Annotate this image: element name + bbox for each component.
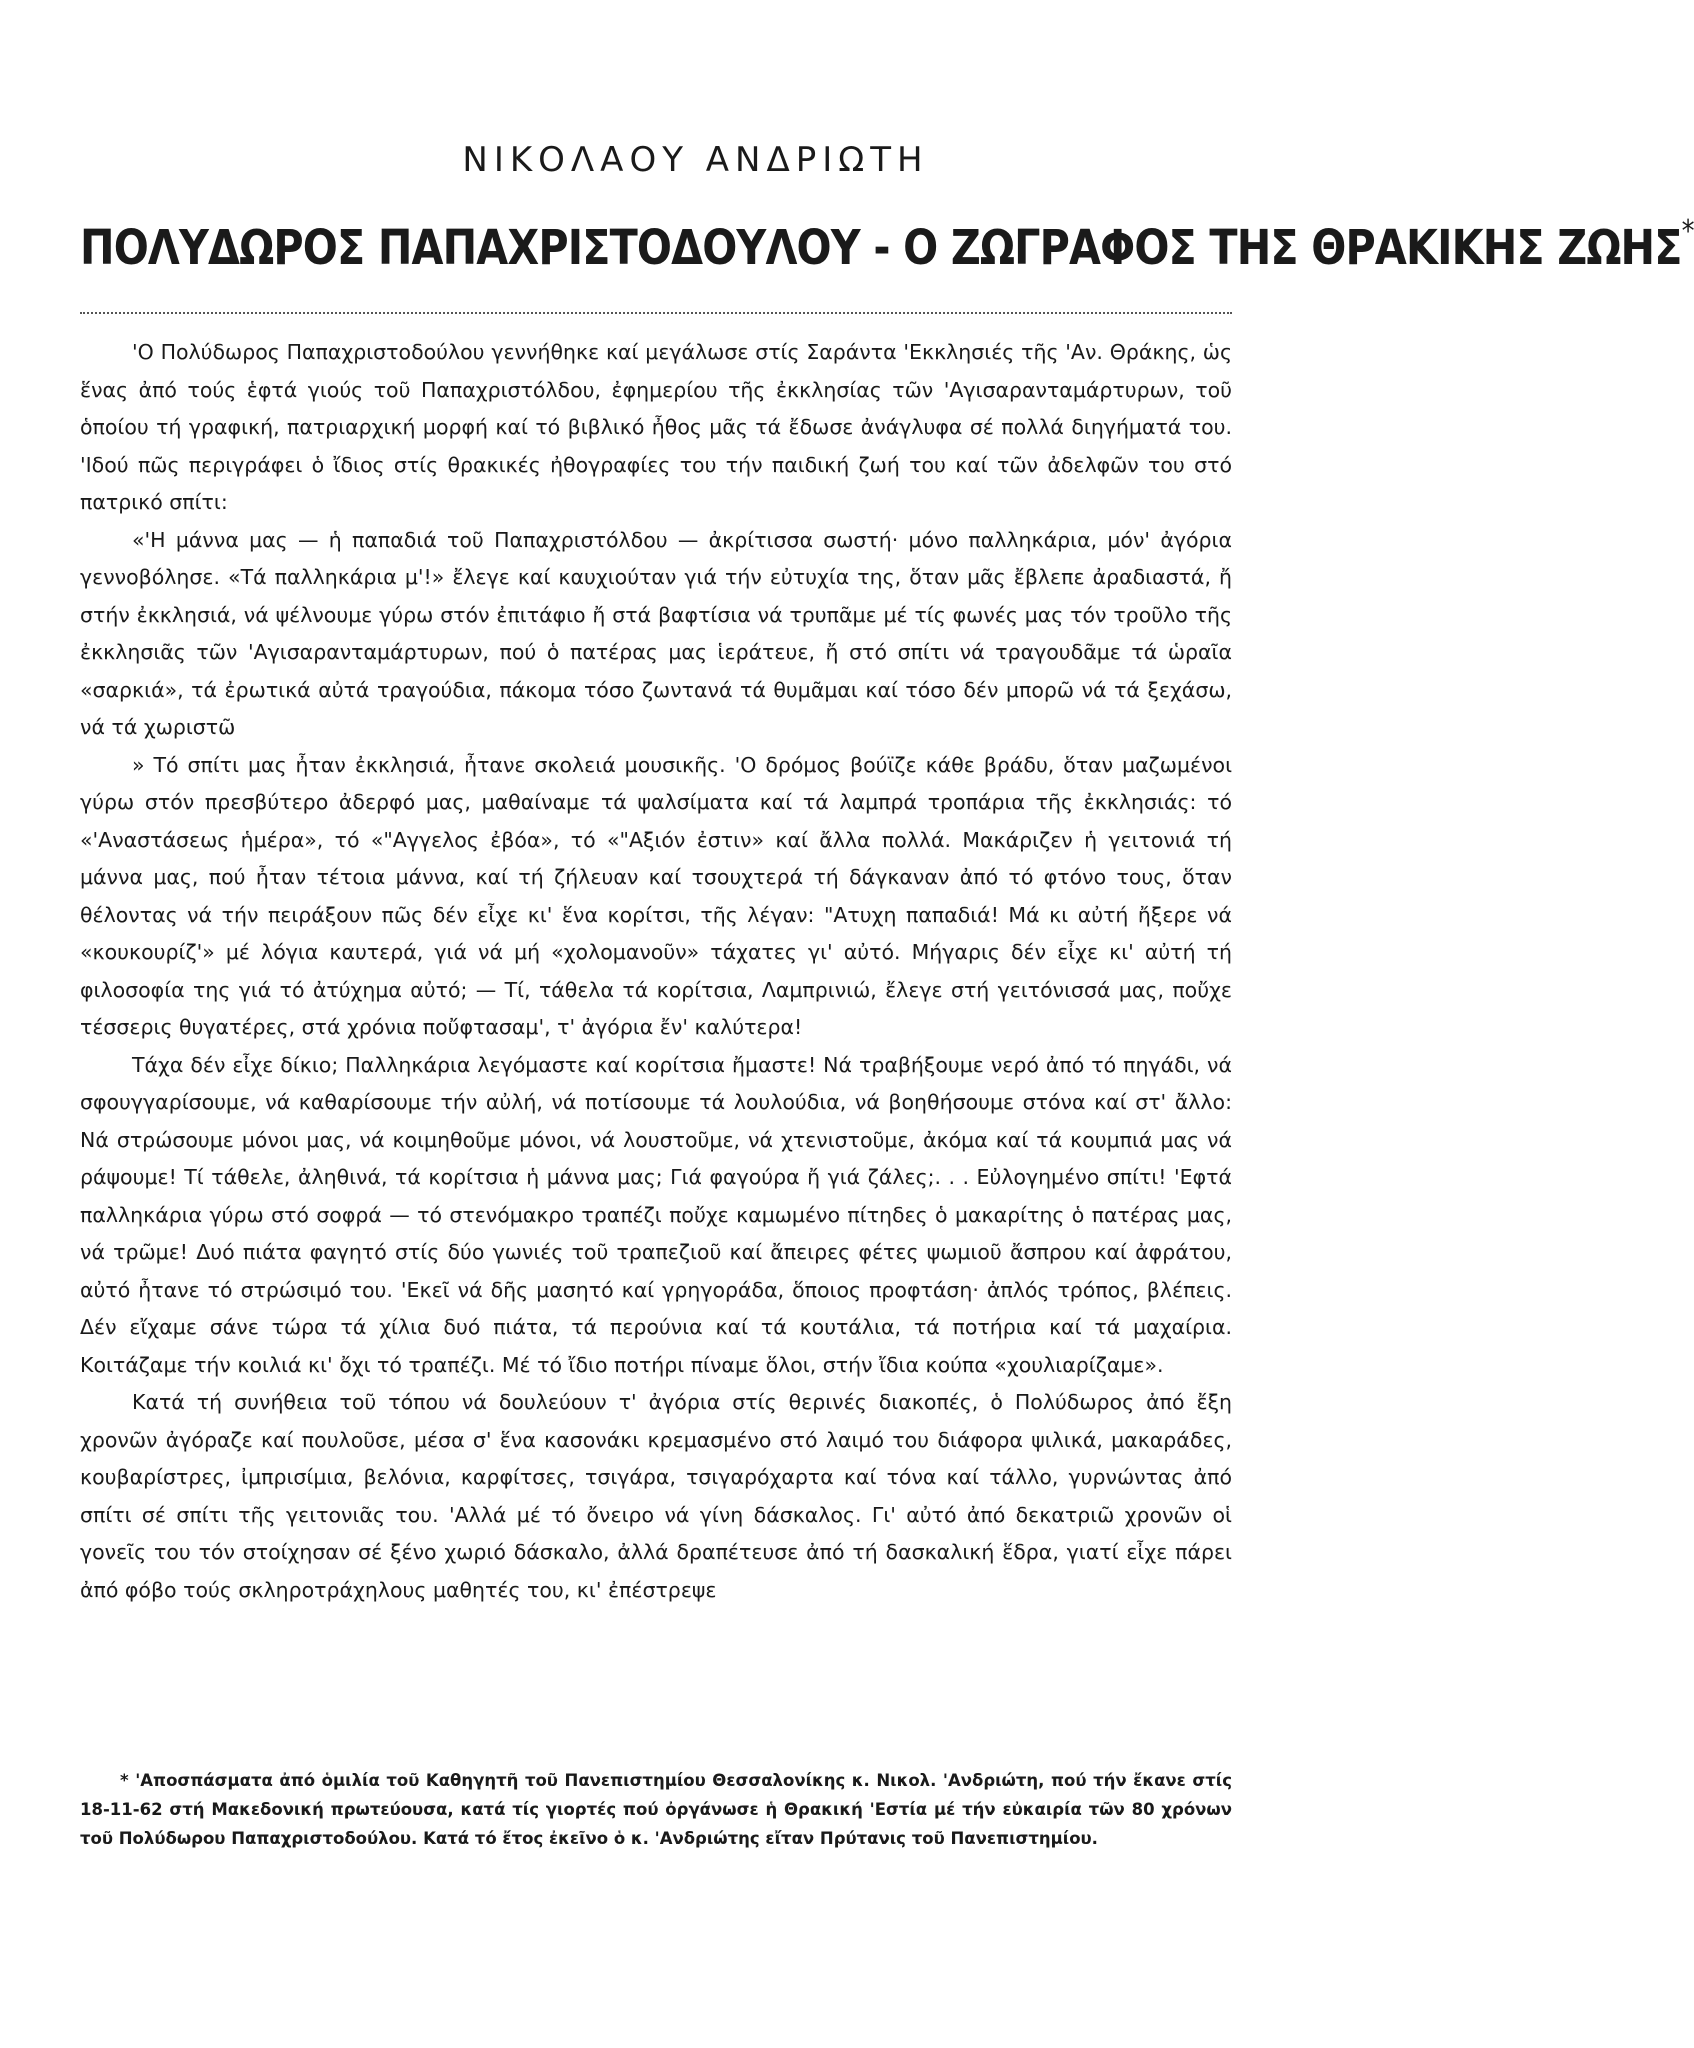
author-heading: ΝΙΚΟΛΑΟΥ ΑΝΔΡΙΩΤΗ [462, 140, 929, 180]
body-paragraph: 'Ο Πολύδωρος Παπαχριστοδούλου γεννήθηκε καί μεγάλωσε στίς Σαράντα 'Εκκλησιές τῆς 'Αν. Θράκης, ὡς ἕνας ἀπό τούς ἑφτά γιούς τοῦ Παπαχριστόλδου, ἐφημερίου τῆς ἐκκλησίας τῶν 'Αγισαρανταμάρτυρων, τοῦ ὁποίου τή γραφική, πατριαρχική μορφή καί τό βιβλικό ἦθος μᾶς τά ἔδωσε ἀνάγλυφα σέ πολλά διηγήματά του. 'Ιδού πῶς περιγράφει ὁ ἴδιος στίς θρακικές ἠθογραφίες του τήν παιδική ζωή του καί τῶν ἀδελφῶν του στό πατρικό σπίτι: [80, 340, 1232, 514]
article-title-text: ΠΟΛΥΔΩΡΟΣ ΠΑΠΑΧΡΙΣΤΟΔΟΥΛΟΥ - Ο ΖΩΓΡΑΦΟΣ ΤΗΣ ΘΡΑΚΙΚΗΣ ΖΩΗΣ [80, 220, 1682, 276]
body-paragraph: » Τό σπίτι μας ἦταν ἐκκλησιά, ἦτανε σκολειά μουσικῆς. 'Ο δρόμος βούϊζε κάθε βράδυ, ὅταν μαζωμένοι γύρω στόν πρεσβύτερο ἀδερφό μας, μαθαίναμε τά ψαλσίματα καί τά λαμπρά τροπάρια τῆς ἐκκλησιάς: τό «'Αναστάσεως ἡμέρα», τό «"Αγγελος ἐβόα», τό «"Αξιόν ἐστιν» καί ἄλλα πολλά. Μακάριζεν ἡ γειτονιά τή μάννα μας, πού ἦταν τέτοια μάννα, καί τή ζήλευαν καί τσουχτερά τή δάγκαναν ἀπό τό φτόνο τους, ὅταν θέλοντας νά τήν πειράξουν πῶς δέν εἶχε κι' ἕνα κορίτσι, τῆς λέγαν: "Ατυχη παπαδιά! Μά κι αὐτή ἤξερε νά «κουκουρίζ'» μέ λόγια καυτερά, γιά νά μή «χολομανοῦν» τάχατες γι' αὐτό. Μήγαρις δέν εἶχε κι' αὐτή τή φιλοσοφία της γιά τό ἀτύχημα αὐτό; — Τί, τάθελα τά κορίτσια, Λαμπρινιώ, ἔλεγε στή γειτόνισσά μας, ποὔχε τέσσερις θυγατέρες, στά χρόνια ποὔφτασαμ', τ' ἀγόρια ἔν' καλύτερα! [80, 752, 1232, 1039]
article-title [80, 214, 1694, 276]
body-paragraph: «'Η μάννα μας — ἡ παπαδιά τοῦ Παπαχριστόλδου — ἀκρίτισσα σωστή· μόνο παλληκάρια, μόν' ἀγόρια γεννοβόλησε. «Τά παλληκάρια μ'!» ἔλεγε καί καυχιούταν γιά τήν εὐτυχία της, ὅταν μᾶς ἔβλεπε ἀραδιαστά, ἤ στήν ἐκκλησιά, νά ψέλνουμε γύρω στόν ἐπιτάφιο ἤ στά βαφτίσια νά τρυπᾶμε μέ τίς φωνές μας τόν τροῦλο τῆς ἐκκλησιᾶς τῶν 'Αγισαρανταμάρτυρων, πού ὁ πατέρας μας ἱεράτευε, ἤ στό σπίτι νά τραγουδᾶμε τά ὡραῖα «σαρκιά», τά ἐρωτικά αὐτά τραγούδια, πάκομα τόσο ζωντανά τά θυμᾶμαι καί τόσο δέν μπορῶ νά τά ξεχάσω, νά τά χωριστῶ [80, 527, 1232, 739]
footnote [80, 1766, 1232, 1853]
title-divider [80, 312, 1232, 314]
article-body [80, 334, 1232, 1609]
footnote-marker: * [1681, 214, 1694, 249]
body-paragraph: Κατά τή συνήθεια τοῦ τόπου νά δουλεύουν τ' ἀγόρια στίς θερινές διακοπές, ὁ Πολύδωρος ἀπό ἔξη χρονῶν ἀγόραζε καί πουλοῦσε, μέσα σ' ἕνα κασονάκι κρεμασμένο στό λαιμό του διάφορα ψιλικά, μακαράδες, κουβαρίστρες, ἰμπρισίμια, βελόνια, καρφίτσες, τσιγάρα, τσιγαρόχαρτα καί τόνα καί τάλλο, γυρνώντας ἀπό σπίτι σέ σπίτι τῆς γειτονιᾶς του. 'Αλλά μέ τό ὄνειρο νά γίνη δάσκαλος. Γι' αὐτό ἀπό δεκατριῶ χρονῶν οἱ γονεῖς του τόν στοίχησαν σέ ξένο χωριό δάσκαλο, ἀλλά δραπέτευσε ἀπό τή δασκαλική ἕδρα, γιατί εἶχε πάρει ἀπό φόβο τούς σκληροτράχηλους μαθητές του, κι' ἐπέστρεψε [80, 1390, 1232, 1602]
body-paragraph: Τάχα δέν εἶχε δίκιο; Παλληκάρια λεγόμαστε καί κορίτσια ἤμαστε! Νά τραβήξουμε νερό ἀπό τό πηγάδι, νά σφουγγαρίσουμε, νά καθαρίσουμε τήν αὐλή, νά ποτίσουμε τά λουλούδια, νά βοηθήσουμε στόνα καί στ' ἄλλο: Νά στρώσουμε μόνοι μας, νά κοιμηθοῦμε μόνοι, νά λουστοῦμε, νά χτενιστοῦμε, ἀκόμα καί τά κουμπιά μας νά ράψουμε! Τί τάθελε, ἀληθινά, τά κορίτσια ἡ μάννα μας; Γιά φαγούρα ἤ γιά ζάλες;. . . Εὐλογημένο σπίτι! 'Εφτά παλληκάρια γύρω στό σοφρά — τό στενόμακρο τραπέζι ποὔχε καμωμένο πίτηδες ὁ μακαρίτης ὁ πατέρας μας, νά τρῶμε! Δυό πιάτα φαγητό στίς δύο γωνιές τοῦ τραπεζιοῦ καί ἄπειρες φέτες ψωμιοῦ ἄσπρου καί ἀφράτου, αὐτό ἦτανε τό στρώσιμό του. 'Εκεῖ νά δῆς μασητό καί γρηγοράδα, ὅποιος προφτάση· ἀπλός τρόπος, βλέπεις. Δέν εἴχαμε σάνε τώρα τά χίλια δυό πιάτα, τά περούνια καί τά κουτάλια, τά ποτήρια καί τά μαχαίρια. Κοιτάζαμε τήν κοιλιά κι' ὄχι τό τραπέζι. Μέ τό ἴδιο ποτήρι πίναμε ὅλοι, στήν ἴδια κούπα «χουλιαρίζαμε». [80, 1052, 1232, 1377]
footnote-text: * 'Αποσπάσματα ἀπό ὁμιλία τοῦ Καθηγητῆ τοῦ Πανεπιστημίου Θεσσαλονίκης κ. Νικολ. 'Ανδριώτη, πού τήν ἔκανε στίς 18-11-62 στή Μακεδονική πρωτεύουσα, κατά τίς γιορτές πού ὀργάνωσε ἡ Θρακική 'Εστία μέ τήν εὐκαιρία τῶν 80 χρόνων τοῦ Πολύδωρου Παπαχριστοδούλου. Κατά τό ἔτος ἐκεῖνο ὁ κ. 'Ανδριώτης εἴταν Πρύτανις τοῦ Πανεπιστημίου. [80, 1771, 1232, 1848]
